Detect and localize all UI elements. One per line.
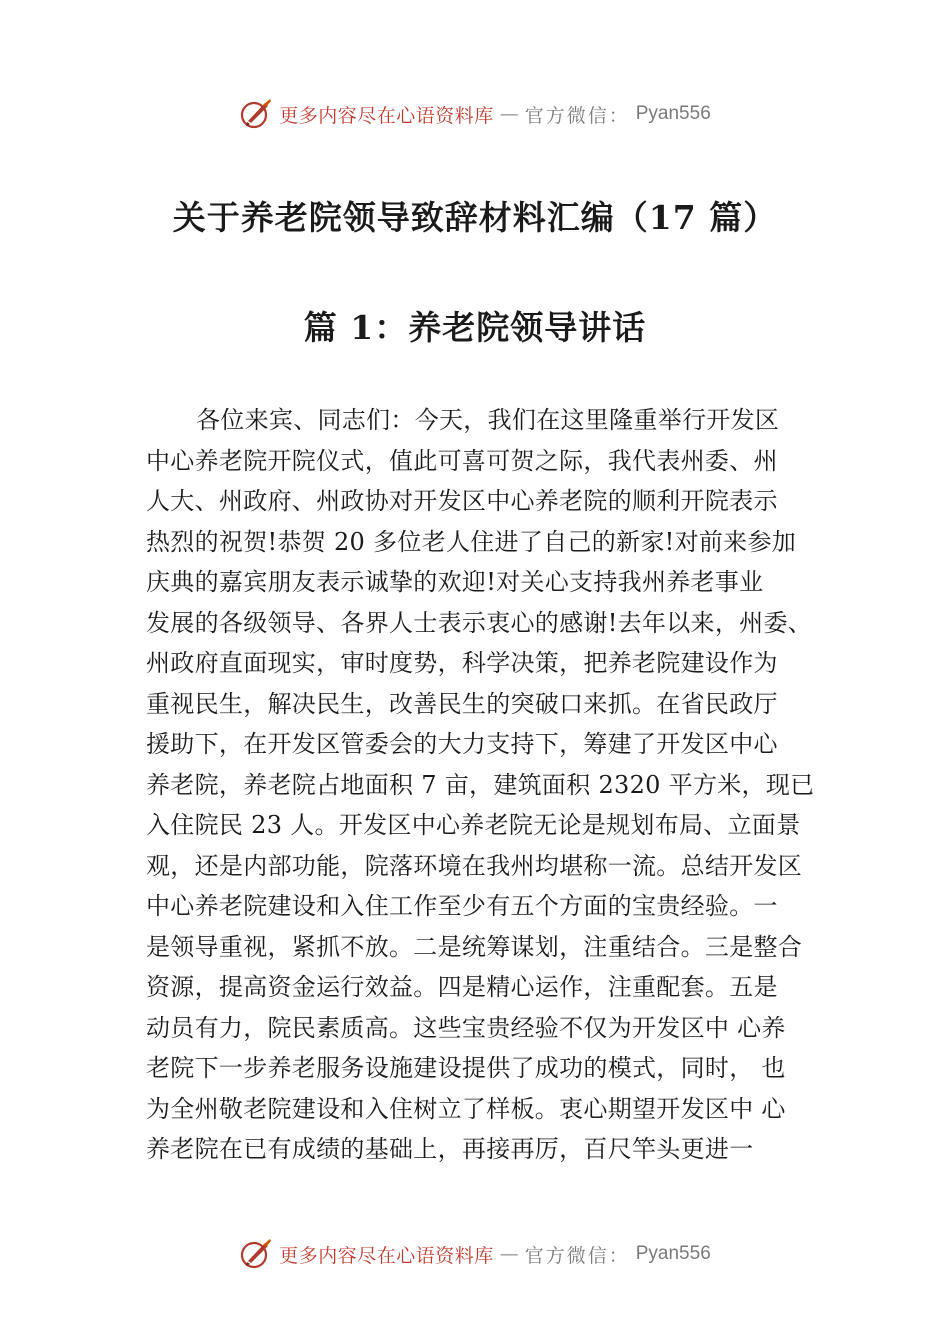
body-line: 人大、州政府、州政协对开发区中心养老院的顺利开院表示 — [146, 487, 778, 515]
body-line: 热烈的祝贺!恭贺 20 多位老人住进了自己的新家!对前来参加 — [146, 527, 797, 556]
body-line: 重视民生，解决民生，改善民生的突破口来抓。在省民政厅 — [146, 689, 778, 718]
body-line: 养老院在已有成绩的基础上，再接再厉，百尺竿头更进一 — [146, 1135, 754, 1163]
footer-watermark — [0, 1236, 950, 1272]
body-line: 老院下一步养老服务设施建设提供了成功的模式，同时， 也 — [146, 1054, 786, 1082]
body-line: 中心养老院开院仪式，值此可喜可贺之际，我代表州委、州 — [146, 446, 778, 475]
watermark-separator: — — [499, 103, 519, 125]
body-paragraph — [146, 400, 836, 1170]
body-line: 庆典的嘉宾朋友表示诚挚的欢迎!对关心支持我州养老事业 — [146, 568, 764, 596]
body-line: 各位来宾、同志们：今天，我们在这里隆重举行开发区 — [196, 406, 780, 434]
watermark-wechat-label: 官方微信： — [524, 104, 630, 127]
body-line: 中心养老院建设和入住工作至少有五个方面的宝贵经验。一 — [146, 892, 778, 920]
body-line: 是领导重视，紧抓不放。二是统筹谋划，注重结合。三是整合 — [146, 932, 803, 961]
header-watermark — [0, 96, 950, 132]
quill-pen-logo-icon — [239, 1237, 273, 1271]
watermark-wechat-label: 官方微信： — [524, 1244, 630, 1267]
body-line: 为全州敬老院建设和入住树立了样板。衷心期望开发区中 心 — [146, 1094, 786, 1123]
body-line: 观，还是内部功能，院落环境在我州均堪称一流。总结开发区 — [146, 851, 803, 880]
body-line: 入住院民 23 人。开发区中心养老院无论是规划布局、立面景 — [146, 811, 801, 839]
body-line: 动员有力，院民素质高。这些宝贵经验不仅为开发区中 心养 — [146, 1013, 786, 1042]
watermark-brand-text: 更多内容尽在心语资料库 — [279, 104, 494, 127]
watermark-brand-text: 更多内容尽在心语资料库 — [279, 1244, 494, 1267]
section-title: 篇 1：养老院领导讲话 — [303, 308, 647, 347]
body-line: 援助下，在开发区管委会的大力支持下，筹建了开发区中心 — [146, 730, 778, 758]
body-line: 州政府直面现实，审时度势，科学决策，把养老院建设作为 — [146, 649, 778, 677]
body-line: 养老院，养老院占地面积 7 亩，建筑面积 2320 平方米，现已 — [146, 770, 815, 799]
watermark-wechat-id: Pyan556 — [635, 1243, 711, 1264]
document-title: 关于养老院领导致辞材料汇编（17 篇） — [172, 198, 778, 237]
quill-pen-logo-icon — [239, 97, 273, 131]
body-line: 资源，提高资金运行效益。四是精心运作，注重配套。五是 — [146, 973, 778, 1001]
watermark-wechat-id: Pyan556 — [635, 103, 711, 124]
body-line: 发展的各级领导、各界人士表示衷心的感谢!去年以来，州委、 — [146, 608, 813, 637]
watermark-separator: — — [499, 1243, 519, 1265]
